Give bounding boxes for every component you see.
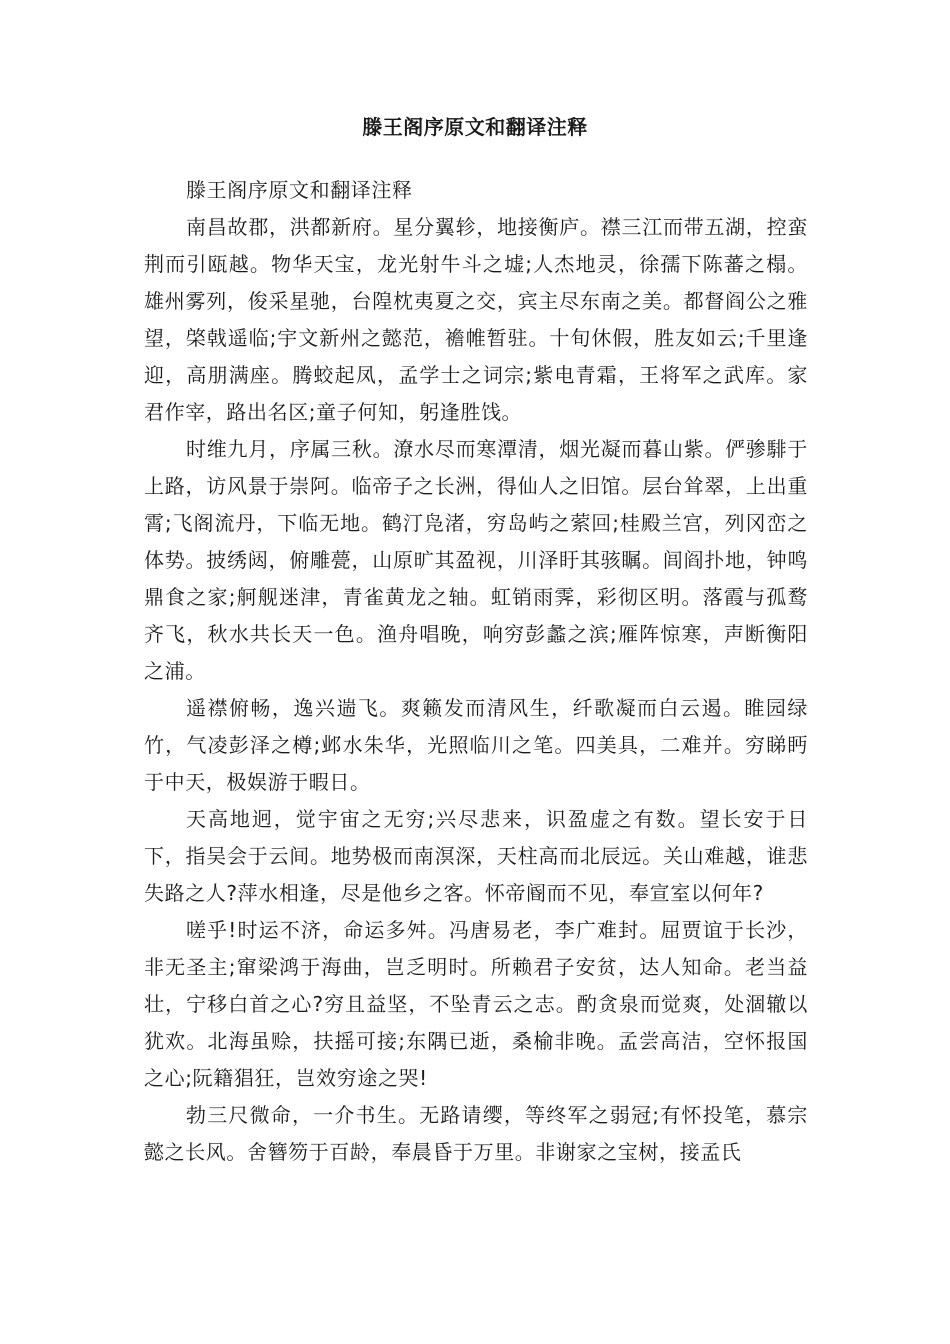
body-paragraph-2: 时维九月，序属三秋。潦水尽而寒潭清，烟光凝而暮山紫。俨骖騑于上路，访风景于崇阿。临帝子之长洲，得仙人之旧馆。层台耸翠，上出重霄;飞阁流丹，下临无地。鹤汀凫渚，穷岛屿之萦回;桂殿兰宫，列冈峦之体势。披绣闼，俯雕甍，山原旷其盈视，川泽盱其骇瞩。闾阎扑地，钟鸣鼎食之家;舸舰迷津，青雀黄龙之轴。虹销雨霁，彩彻区明。落霞与孤鹜齐飞，秋水共长天一色。渔舟唱晚，响穷彭蠡之滨;雁阵惊寒，声断衡阳之浦。 [144, 437, 808, 683]
body-paragraph-3: 遥襟俯畅，逸兴遄飞。爽籁发而清风生，纤歌凝而白云遏。睢园绿竹，气凌彭泽之樽;邺水朱华，光照临川之笔。四美具，二难并。穷睇眄于中天，极娱游于暇日。 [144, 696, 808, 794]
body-paragraph-1: 南昌故郡，洪都新府。星分翼轸，地接衡庐。襟三江而带五湖，控蛮荆而引瓯越。物华天宝，龙光射牛斗之墟;人杰地灵，徐孺下陈蕃之榻。雄州雾列，俊采星驰，台隍枕夷夏之交，宾主尽东南之美。都督阎公之雅望，棨戟遥临;宇文新州之懿范，襜帷暂驻。十旬休假，胜友如云;千里逢迎，高朋满座。腾蛟起凤，孟学士之词宗;紫电青霜，王将军之武库。家君作宰，路出名区;童子何知，躬逢胜饯。 [144, 215, 808, 424]
body-paragraph-6: 勃三尺微命，一介书生。无路请缨，等终军之弱冠;有怀投笔，慕宗懿之长风。舍簪笏于百龄，奉晨昏于万里。非谢家之宝树，接孟氏 [144, 1103, 808, 1164]
document-body [144, 172, 808, 1171]
body-paragraph-5: 嗟乎!时运不济，命运多舛。冯唐易老，李广难封。屈贾谊于长沙，非无圣主;窜梁鸿于海曲，岂乏明时。所赖君子安贫，达人知命。老当益壮，宁移白首之心?穷且益坚，不坠青云之志。酌贪泉而觉爽，处涸辙以犹欢。北海虽赊，扶摇可接;东隅已逝，桑榆非晚。孟尝高洁，空怀报国之心;阮籍猖狂，岂效穷途之哭! [144, 918, 808, 1090]
document-title: 滕王阁序原文和翻译注释 [362, 115, 588, 139]
body-paragraph-4: 天高地迥，觉宇宙之无穷;兴尽悲来，识盈虚之有数。望长安于日下，指吴会于云间。地势极而南溟深，天柱高而北辰远。关山难越，谁悲失路之人?萍水相逢，尽是他乡之客。怀帝阍而不见，奉宣室以何年? [144, 807, 808, 905]
subtitle-paragraph: 滕王阁序原文和翻译注释 [186, 178, 413, 202]
